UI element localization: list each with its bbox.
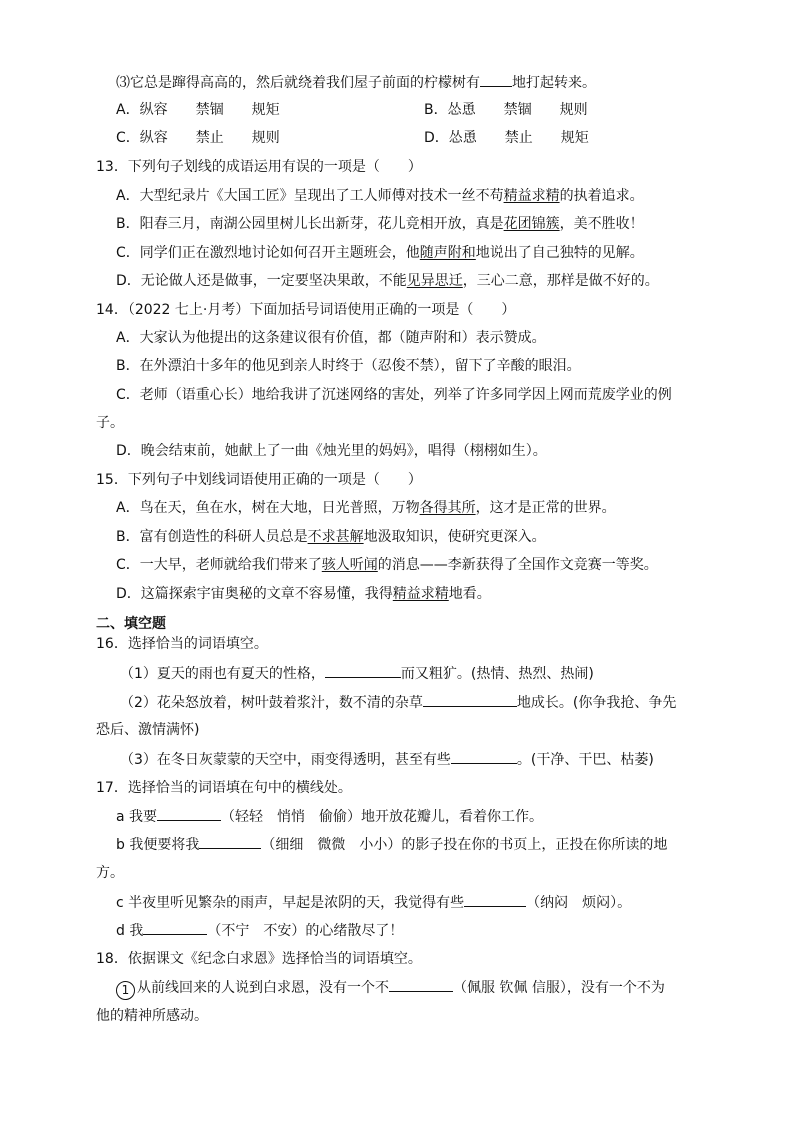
underlined-idiom: 花团锦簇 [503, 216, 560, 232]
q12-option-b: B．怂恿 禁锢 规则 [424, 102, 588, 118]
answer-blank[interactable] [157, 806, 221, 821]
q18-sub1-cont: 他的精神所感动。 [96, 1008, 208, 1024]
q18-sub1: 1 从前线回来的人说到白求恩，没有一个不 （佩服 钦佩 信服），没有一个不为 [116, 977, 665, 1000]
q17-item-d: d 我 （不宁 不安）的心绪散尽了！ [116, 920, 403, 941]
q14-stem: 14．（2022 七上·月考）下面加括号词语使用正确的一项是（ ） [96, 302, 516, 318]
underlined-idiom: 各得其所 [419, 500, 476, 516]
q16-sub1: （1）夏天的雨也有夏天的性格， 而又粗犷。(热情、热烈、热闹) [120, 663, 594, 684]
q12-option-a: A．纵容 禁锢 规矩 [116, 102, 280, 118]
underlined-idiom: 精益求精 [392, 586, 449, 602]
q14-option-c: C．老师（语重心长）地给我讲了沉迷网络的害处，列举了许多同学因上网而荒废学业的例 [116, 387, 672, 403]
q15-option-c: C．一大早，老师就给我们带来了骇人听闻的消息——李新获得了全国作文竞赛一等奖。 [116, 557, 658, 573]
q17-stem: 17．选择恰当的词语填在句中的横线处。 [96, 780, 352, 796]
q15-option-b: B．富有创造性的科研人员总是不求甚解地汲取知识，使研究更深入。 [116, 529, 546, 545]
q13-option-d: D．无论做人还是做事，一定要坚决果敢，不能见异思迁，三心二意，那样是做不好的。 [116, 273, 659, 289]
q12-item3: ⑶它总是蹿得高高的，然后就绕着我们屋子前面的柠檬树有 地打起转来。 [116, 72, 596, 93]
q13-stem: 13．下列句子划线的成语运用有误的一项是（ ） [96, 159, 422, 175]
q16-stem: 16．选择恰当的词语填空。 [96, 636, 268, 652]
section-title: 二、填空题 [96, 616, 166, 632]
answer-blank[interactable] [143, 920, 207, 935]
q15-stem: 15．下列句子中划线词语使用正确的一项是（ ） [96, 472, 422, 488]
q16-sub3: （3）在冬日灰蒙蒙的天空中，雨变得透明，甚至有些 。(干净、干巴、枯萎) [120, 749, 654, 770]
q18-stem: 18．依据课文《纪念白求恩》选择恰当的词语填空。 [96, 951, 422, 967]
q12-option-c: C．纵容 禁止 规则 [116, 130, 280, 146]
q13-option-b: B．阳春三月，南湖公园里树儿长出新芽，花儿竞相开放，真是花团锦簇，美不胜收！ [116, 216, 644, 232]
q13-option-a: A．大型纪录片《大国工匠》呈现出了工人师傅对技术一丝不苟精益求精的执着追求。 [116, 188, 644, 204]
q16-sub2: （2）花朵怒放着，树叶鼓着浆汁，数不清的杂草 地成长。(你争我抢、争先 [120, 692, 676, 713]
answer-blank[interactable] [199, 834, 261, 849]
underlined-idiom: 精益求精 [503, 188, 560, 204]
q17-item-c: c 半夜里听见繁杂的雨声，早起是浓阴的天，我觉得有些 （纳闷 烦闷）。 [116, 892, 631, 913]
q14-option-d: D．晚会结束前，她献上了一曲《烛光里的妈妈》，唱得（栩栩如生）。 [116, 443, 547, 459]
answer-blank[interactable] [325, 663, 401, 678]
q13-option-c: C．同学们正在激烈地讨论如何召开主题班会，他随声附和地说出了自己独特的见解。 [116, 245, 644, 261]
q15-option-a: A．鸟在天，鱼在水，树在大地，日光普照，万物各得其所，这才是正常的世界。 [116, 500, 616, 516]
underlined-idiom: 见异思迁 [406, 273, 463, 289]
answer-blank[interactable] [464, 892, 526, 907]
circled-number: 1 [116, 981, 135, 1000]
answer-blank[interactable] [423, 692, 517, 707]
q14-option-c-cont: 子。 [96, 415, 124, 431]
q16-sub2-cont: 恐后、激情满怀) [96, 722, 200, 738]
q14-option-a: A．大家认为他提出的这条建议很有价值，都（随声附和）表示赞成。 [116, 330, 546, 346]
q17-item-b: b 我便要将我 （细细 微微 小小）的影子投在你的书页上，正投在你所读的地 [116, 834, 667, 855]
answer-blank[interactable] [389, 977, 453, 992]
q17-item-b-cont: 方。 [96, 865, 124, 881]
underlined-idiom: 不求甚解 [307, 529, 364, 545]
underlined-idiom: 随声附和 [419, 245, 476, 261]
answer-blank[interactable] [451, 749, 517, 764]
answer-blank[interactable] [480, 72, 512, 87]
q12-option-d: D．怂恿 禁止 规矩 [424, 130, 589, 146]
q14-option-b: B．在外漂泊十多年的他见到亲人时终于（忍俊不禁），留下了辛酸的眼泪。 [116, 358, 581, 374]
q17-item-a: a 我要 （轻轻 悄悄 偷偷）地开放花瓣儿，看着你工作。 [116, 806, 543, 827]
q15-option-d: D．这篇探索宇宙奥秘的文章不容易懂，我得精益求精地看。 [116, 586, 491, 602]
underlined-idiom: 骇人听闻 [321, 557, 378, 573]
